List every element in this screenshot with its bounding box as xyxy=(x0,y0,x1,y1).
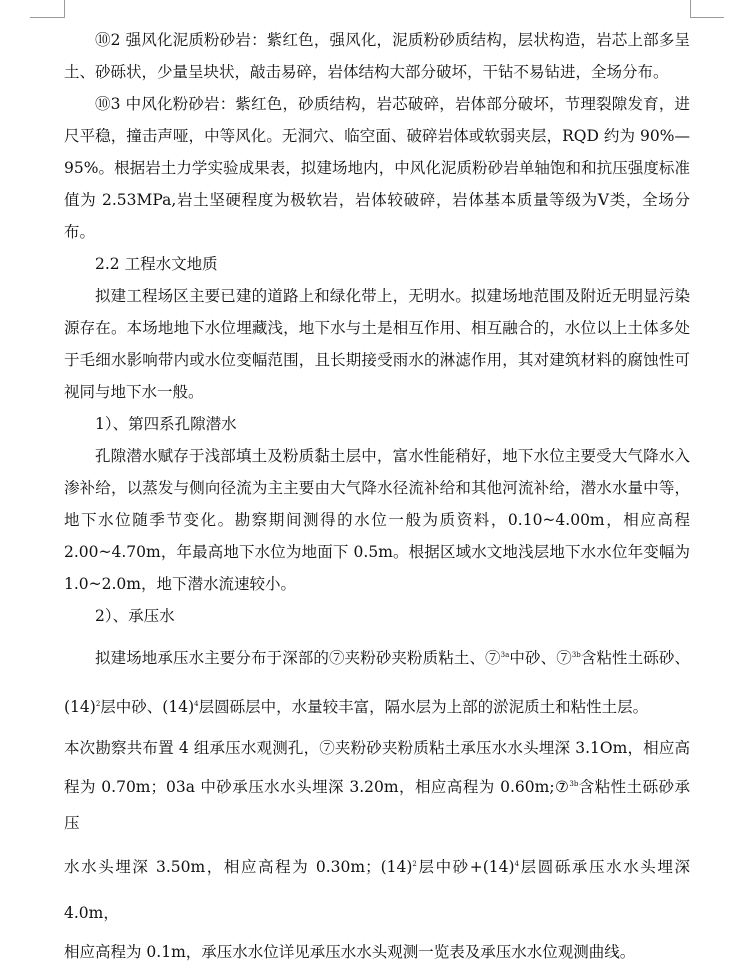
paragraph-weathered-siltstone-medium: ⑩3 中风化粉砂岩：紫红色，砂质结构，岩芯破碎，岩体部分破坏，节理裂隙发育，进尺平稳，撞击声哑，中等风化。无洞穴、临空面、破碎岩体或软弱夹层，RQD 约为 90%—95%。根据岩土力学实验成果表，拟建场地内，中风化泥质粉砂岩单轴饱和和抗压强度标准值为 2.53MPa,岩土坚硬程度为极软岩，岩体较破碎，岩体基本质量等级为Ⅴ类，全场分布。 xyxy=(64,95,690,241)
paragraph-phreatic-water: 孔隙潜水赋存于浅部填土及粉质黏土层中，富水性能稍好，地下水位主要受大气降水入渗补给，以蒸发与侧向径流为主主要由大气降水径流补给和其他河流补给，潜水水量中等，地下水位随季节变化。勘察期间测得的水位一般为质资料，0.10~4.00m，相应高程2.00~4.70m，年最高地下水位为地面下 0.5m。根据区域水文地浅层地下水水位年变幅为1.0~2.0m，地下潜水流速较小。 xyxy=(64,447,690,593)
text-run: 层圆砾承压水水头埋深 4.0m， xyxy=(64,858,690,922)
paragraph-confined-water-depths xyxy=(64,841,690,936)
text-run: 水水头埋深 3.50m，相应高程为 0.30m；(14) xyxy=(64,858,413,876)
text-run: 层中砂、(14) xyxy=(100,698,195,716)
document-page xyxy=(64,24,690,968)
superscript: 4 xyxy=(194,700,199,708)
superscript: 2 xyxy=(95,700,101,708)
paragraph-confined-water-observation xyxy=(64,730,690,841)
section-heading-hydrogeology: 2.2 工程水文地质 xyxy=(95,255,218,273)
text-run: 层圆砾层中，水量较丰富，隔水层为上部的淤泥质土和粘性土层。 xyxy=(198,698,649,716)
text-run: 中砂、⑦ xyxy=(509,649,572,667)
paragraph-weathered-siltstone-strong: ⑩2 强风化泥质粉砂岩：紫红色，强风化，泥质粉砂质结构，层状构造，岩芯上部多呈土、砂砾状，少量呈块状，敲击易碎，岩体结构大部分破坏，干钻不易钻进，全场分布。 xyxy=(64,31,690,81)
text-run: 本次勘察共布置 4 组承压水观测孔，⑦夹粉砂夹粉质粘土承压水水头埋深 3.1Om，相应高程为 0.70m；03a 中砂承压水水头埋深 3.20m，相应高程为 0.60m;⑦ xyxy=(64,739,690,796)
paragraph-confined-water-distribution xyxy=(64,632,690,730)
superscript: 2 xyxy=(412,860,417,868)
paragraph-hydrogeology-overview: 拟建工程场区主要已建的道路上和绿化带上，无明水。拟建场地范围及附近无明显污染源存在。本场地地下水位埋藏浅，地下水与土是相互作用、相互融合的，水位以上土体多处于毛细水影响带内或水位变幅范围，且长期接受雨水的淋滤作用，其对建筑材料的腐蚀性可视同与地下水一般。 xyxy=(64,287,690,401)
superscript: 3b xyxy=(569,780,579,788)
text-run: 含粘性土砾 xyxy=(580,649,659,667)
text-run: 拟建场地承压水主要分布于深部的⑦夹粉砂夹粉质粘土、⑦ xyxy=(95,649,501,667)
subheading-confined-water: 2）、承压水 xyxy=(95,607,175,625)
text-run: 砂、(14) xyxy=(64,649,690,716)
text-run: 层中砂+(14) xyxy=(416,858,515,876)
superscript: 3a xyxy=(500,651,510,659)
text-run: 含粘性土砾砂承压 xyxy=(64,778,690,832)
paragraph-confined-water-summary: 相应高程为 0.1m，承压水水位详见承压水水头观测一览表及承压水水位观测曲线。 xyxy=(64,943,636,961)
superscript: 4 xyxy=(514,860,520,868)
subheading-phreatic-water: 1）、第四系孔隙潜水 xyxy=(95,415,237,433)
superscript: 3b xyxy=(571,651,581,659)
